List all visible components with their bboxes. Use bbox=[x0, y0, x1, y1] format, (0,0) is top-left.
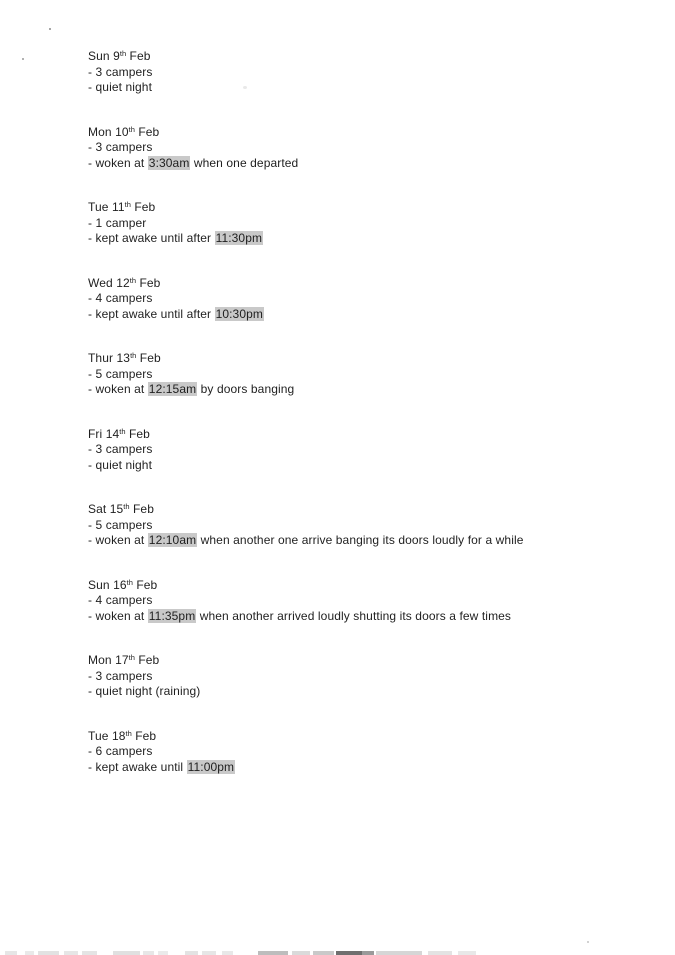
log-entry bbox=[88, 200, 648, 247]
note-text: - quiet night (raining) bbox=[88, 684, 201, 698]
date-month: Feb bbox=[132, 577, 158, 592]
scan-edge-mark bbox=[38, 951, 59, 955]
entry-note-line bbox=[88, 216, 648, 232]
note-text: when another one arrive banging its doors loudly for a while bbox=[197, 533, 524, 547]
entry-date bbox=[88, 502, 648, 518]
date-month: Feb bbox=[134, 124, 160, 139]
scan-edge-mark bbox=[258, 951, 288, 955]
log-entry bbox=[88, 502, 648, 549]
scan-edge-mark bbox=[82, 951, 97, 955]
date-month: Feb bbox=[134, 653, 160, 667]
note-text: - 5 campers bbox=[88, 517, 153, 532]
entry-note-line bbox=[88, 231, 648, 247]
note-text: - woken at bbox=[88, 155, 148, 170]
entry-note-line bbox=[88, 65, 648, 81]
log-entry bbox=[88, 653, 648, 700]
log-entry bbox=[88, 427, 648, 474]
date-month: Feb bbox=[130, 200, 156, 214]
note-text: by doors banging bbox=[197, 382, 295, 396]
entry-note-line bbox=[88, 307, 648, 323]
date-text: Tue 11 bbox=[88, 200, 125, 214]
scan-speck bbox=[49, 28, 51, 30]
log-entry bbox=[88, 125, 648, 172]
entry-note-line bbox=[88, 291, 648, 307]
scan-speck bbox=[243, 86, 247, 89]
log-entry bbox=[88, 351, 648, 398]
scan-speck bbox=[587, 941, 589, 943]
entry-note-line bbox=[88, 442, 648, 458]
date-text: Sun 9 bbox=[88, 49, 120, 63]
highlighted-time: 11:30pm bbox=[215, 231, 263, 245]
date-month: Feb bbox=[126, 49, 151, 63]
scan-edge-mark bbox=[458, 951, 476, 955]
entry-date bbox=[88, 276, 648, 292]
note-text: - 4 campers bbox=[88, 291, 153, 305]
entry-note-line bbox=[88, 593, 648, 609]
entry-note-line bbox=[88, 533, 648, 549]
entry-date bbox=[88, 578, 648, 594]
log-entry bbox=[88, 729, 648, 776]
scan-speck bbox=[22, 58, 24, 60]
scan-edge-mark bbox=[5, 951, 17, 955]
date-text: Thur 13 bbox=[88, 351, 131, 365]
scan-edge-mark bbox=[222, 951, 233, 955]
highlighted-time: 11:35pm bbox=[148, 608, 196, 623]
log-entry bbox=[88, 578, 648, 625]
scan-edge-mark bbox=[202, 951, 216, 955]
entry-date bbox=[88, 49, 648, 65]
date-text: Wed 12 bbox=[88, 275, 130, 290]
entry-note-line bbox=[88, 140, 648, 156]
note-text: - woken at bbox=[88, 608, 148, 623]
note-text: when one departed bbox=[190, 155, 299, 170]
entry-note-line bbox=[88, 744, 648, 760]
entry-date bbox=[88, 729, 648, 745]
date-month: Feb bbox=[131, 728, 157, 743]
note-text: - 1 camper bbox=[88, 215, 147, 230]
log-entry bbox=[88, 276, 648, 323]
scan-edge-mark bbox=[64, 951, 78, 955]
scan-edge-mark bbox=[292, 951, 310, 955]
entry-note-line bbox=[88, 609, 648, 625]
date-month: Feb bbox=[129, 502, 154, 516]
entry-note-line bbox=[88, 760, 648, 776]
entry-date bbox=[88, 427, 648, 443]
log-entries bbox=[88, 49, 648, 804]
date-ordinal: th bbox=[128, 653, 135, 662]
entry-date bbox=[88, 200, 648, 216]
entry-note-line bbox=[88, 518, 648, 534]
date-text: Tue 18 bbox=[88, 728, 126, 743]
note-text: - kept awake until after bbox=[88, 306, 215, 321]
highlighted-time: 12:10am bbox=[148, 533, 197, 547]
entry-date bbox=[88, 351, 648, 367]
note-text: - kept awake until after bbox=[88, 231, 215, 245]
date-text: Sun 16 bbox=[88, 577, 127, 592]
highlighted-time: 11:00pm bbox=[187, 759, 235, 774]
scan-edge-mark bbox=[113, 951, 140, 955]
note-text: - 3 campers bbox=[88, 668, 153, 683]
entry-note-line bbox=[88, 80, 648, 96]
note-text: - 6 campers bbox=[88, 744, 153, 758]
date-text: Mon 17 bbox=[88, 653, 129, 667]
scan-edge-mark bbox=[428, 951, 452, 955]
entry-note-line bbox=[88, 684, 648, 700]
scan-edge-mark bbox=[185, 951, 198, 955]
date-ordinal: th bbox=[119, 426, 126, 436]
log-entry bbox=[88, 49, 648, 96]
scan-edge-mark bbox=[336, 951, 362, 955]
entry-date bbox=[88, 125, 648, 141]
date-ordinal: th bbox=[128, 124, 135, 134]
date-ordinal: th bbox=[119, 49, 127, 58]
note-text: - quiet night bbox=[88, 457, 153, 472]
note-text: - 4 campers bbox=[88, 593, 153, 607]
note-text: - 3 campers bbox=[88, 442, 153, 456]
entry-note-line bbox=[88, 367, 648, 383]
note-text: - woken at bbox=[88, 533, 148, 547]
note-text: - quiet night bbox=[88, 80, 153, 94]
date-ordinal: th bbox=[130, 351, 137, 360]
date-ordinal: th bbox=[125, 728, 132, 738]
date-text: Sat 15 bbox=[88, 502, 124, 516]
entry-date bbox=[88, 653, 648, 669]
scan-edge-mark bbox=[362, 951, 374, 955]
date-ordinal: th bbox=[124, 200, 131, 209]
highlighted-time: 10:30pm bbox=[215, 306, 263, 321]
note-text: - 3 campers bbox=[88, 140, 153, 154]
date-month: Feb bbox=[125, 426, 150, 441]
note-text: - woken at bbox=[88, 382, 148, 396]
scan-edge-mark bbox=[313, 951, 334, 955]
note-text: - kept awake until bbox=[88, 759, 187, 774]
note-text: - 3 campers bbox=[88, 64, 153, 79]
note-text: - 5 campers bbox=[88, 366, 153, 381]
entry-note-line bbox=[88, 382, 648, 398]
date-ordinal: th bbox=[126, 577, 133, 587]
date-text: Mon 10 bbox=[88, 124, 129, 139]
entry-note-line bbox=[88, 156, 648, 172]
date-month: Feb bbox=[136, 351, 161, 365]
scan-edge-mark bbox=[143, 951, 154, 955]
scan-edge-mark bbox=[376, 951, 422, 955]
note-text: when another arrived loudly shutting its doors a few times bbox=[196, 608, 512, 623]
scan-edge-mark bbox=[158, 951, 168, 955]
entry-note-line bbox=[88, 669, 648, 685]
date-month: Feb bbox=[136, 275, 161, 290]
date-ordinal: th bbox=[129, 275, 137, 285]
scan-edge-mark bbox=[25, 951, 34, 955]
date-ordinal: th bbox=[123, 502, 130, 511]
highlighted-time: 12:15am bbox=[148, 382, 197, 396]
date-text: Fri 14 bbox=[88, 426, 120, 441]
entry-note-line bbox=[88, 458, 648, 474]
highlighted-time: 3:30am bbox=[148, 155, 190, 170]
